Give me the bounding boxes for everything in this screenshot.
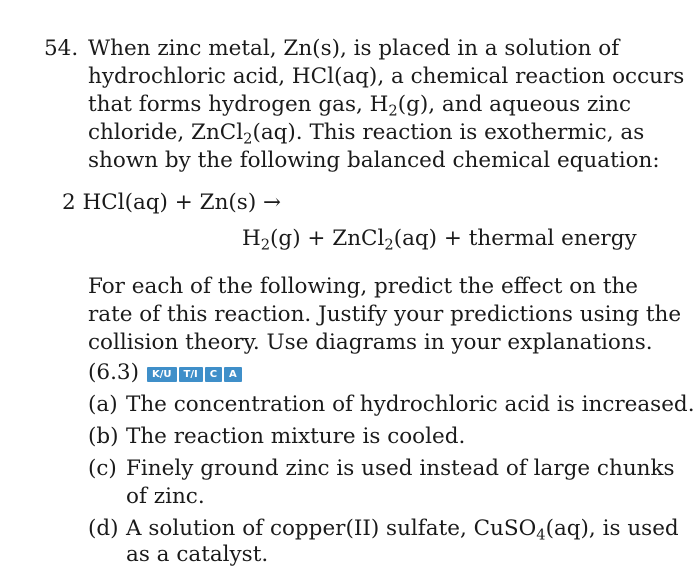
section-reference: (6.3): [88, 360, 139, 385]
prompt-line-3: collision theory. Use diagrams in your explanations.: [88, 330, 653, 355]
equation-line-2: [242, 226, 637, 252]
badge-communication: C: [205, 367, 222, 382]
question-number: 54.: [44, 36, 79, 61]
badge-thinking: T/I: [179, 367, 203, 382]
intro-line-2: hydrochloric acid, HCl(aq), a chemical reaction occurs: [88, 64, 685, 89]
subscript: 4: [536, 526, 546, 544]
part-d-text-1: [126, 516, 679, 542]
equation-line-2-b: (g) + ZnCl: [270, 226, 385, 251]
prompt-line-4: [88, 358, 244, 386]
intro-line-3: [88, 92, 631, 118]
subscript: 2: [388, 102, 398, 120]
badge-knowledge: K/U: [147, 367, 177, 382]
prompt-line-2: rate of this reaction. Justify your predictions using the: [88, 302, 682, 327]
prompt-line-1: For each of the following, predict the effect on the: [88, 274, 639, 299]
skill-badges: [147, 358, 244, 384]
intro-line-4: [88, 120, 644, 146]
intro-line-3-a: that forms hydrogen gas, H: [88, 92, 389, 117]
part-a-text: The concentration of hydrochloric acid is increased.: [126, 392, 695, 417]
part-b-text: The reaction mixture is cooled.: [126, 424, 466, 449]
subscript: 2: [260, 236, 271, 254]
subscript: 2: [243, 130, 253, 148]
equation-line-2-a: H: [242, 226, 261, 251]
intro-line-4-a: chloride, ZnCl: [88, 120, 244, 145]
part-d-text-1-a: A solution of copper(II) sulfate, CuSO: [126, 516, 537, 541]
part-d-text-2: as a catalyst.: [126, 542, 269, 567]
subscript: 2: [384, 236, 394, 254]
part-c-text-1: Finely ground zinc is used instead of large chunks: [126, 456, 675, 481]
intro-line-3-b: (g), and aqueous zinc: [397, 92, 632, 117]
badge-application: A: [224, 367, 242, 382]
intro-line-1: When zinc metal, Zn(s), is placed in a solution of: [88, 36, 620, 61]
part-b-label: (b): [88, 424, 119, 449]
intro-line-5: shown by the following balanced chemical equation:: [88, 148, 660, 173]
equation-line-1: 2 HCl(aq) + Zn(s) →: [62, 190, 282, 215]
part-a-label: (a): [88, 392, 118, 417]
intro-line-4-b: (aq). This reaction is exothermic, as: [252, 120, 645, 145]
part-d-label: (d): [88, 516, 119, 541]
part-d-text-1-b: (aq), is used: [545, 516, 679, 541]
part-c-label: (c): [88, 456, 117, 481]
equation-line-2-c: (aq) + thermal energy: [393, 226, 637, 251]
part-c-text-2: of zinc.: [126, 484, 205, 509]
